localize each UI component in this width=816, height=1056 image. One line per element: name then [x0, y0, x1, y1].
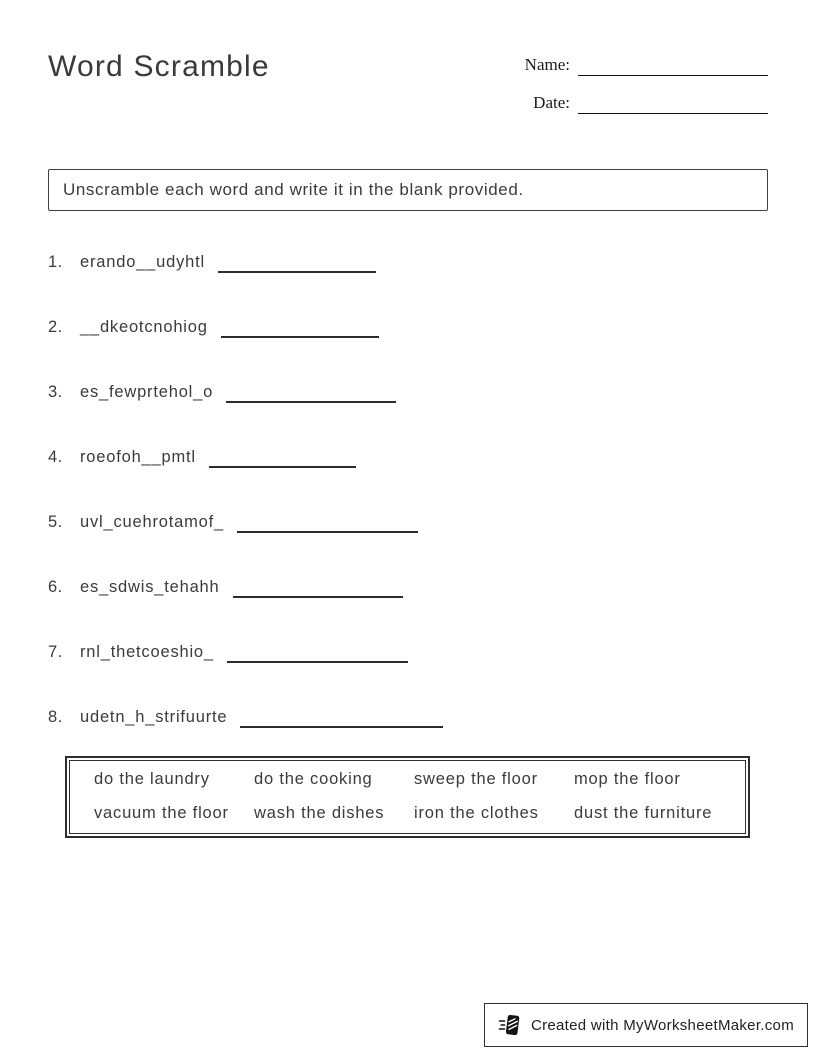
word-bank-grid: [69, 760, 746, 834]
item-number: 5.: [48, 513, 63, 531]
answer-blank-line[interactable]: [221, 320, 379, 338]
answer-blank-line[interactable]: [240, 710, 443, 728]
instructions-box: [48, 169, 768, 211]
date-row: [525, 90, 768, 114]
answer-blank-line[interactable]: [226, 385, 396, 403]
answer-blank-line[interactable]: [209, 450, 356, 468]
item-number: 1.: [48, 253, 63, 271]
list-item: [48, 379, 443, 404]
item-number: 2.: [48, 318, 63, 336]
list-item: [48, 704, 443, 729]
date-blank-line[interactable]: [578, 93, 768, 114]
item-number: 7.: [48, 643, 63, 661]
page-title: Word Scramble: [48, 50, 270, 83]
list-item: [48, 509, 443, 534]
word-bank-phrase: do the cooking: [254, 770, 373, 788]
instructions-text: Unscramble each word and write it in the blank provided.: [63, 180, 524, 199]
scrambled-word: rnl_thetcoeshio_: [80, 643, 214, 661]
name-date-block: [525, 52, 768, 128]
word-bank-phrase: dust the furniture: [574, 804, 713, 822]
name-label: Name:: [524, 55, 570, 74]
answer-blank-line[interactable]: [233, 580, 403, 598]
word-bank-phrase: sweep the floor: [414, 770, 538, 788]
word-bank-phrase: do the laundry: [94, 770, 210, 788]
item-number: 3.: [48, 383, 63, 401]
list-item: [48, 574, 443, 599]
answer-blank-line[interactable]: [218, 255, 376, 273]
word-bank-phrase: mop the floor: [574, 770, 681, 788]
item-number: 6.: [48, 578, 63, 596]
date-label: Date:: [533, 93, 570, 112]
scramble-list: [48, 249, 443, 769]
item-number: 8.: [48, 708, 63, 726]
name-row: [525, 52, 768, 76]
list-item: [48, 444, 443, 469]
scrambled-word: es_fewprtehol_o: [80, 383, 214, 401]
word-bank-box: [65, 756, 750, 838]
worksheet-maker-logo-icon: [498, 1013, 522, 1037]
scrambled-word: __dkeotcnohiog: [80, 318, 208, 336]
scrambled-word: erando__udyhtl: [80, 253, 205, 271]
answer-blank-line[interactable]: [227, 645, 408, 663]
credit-text: Created with MyWorksheetMaker.com: [530, 1016, 794, 1034]
list-item: [48, 639, 443, 664]
answer-blank-line[interactable]: [237, 515, 418, 533]
credit-box: [484, 1003, 808, 1047]
list-item: [48, 249, 443, 274]
scrambled-word: udetn_h_strifuurte: [80, 708, 228, 726]
list-item: [48, 314, 443, 339]
item-number: 4.: [48, 448, 63, 466]
scrambled-word: uvl_cuehrotamof_: [80, 513, 224, 531]
word-bank-phrase: vacuum the floor: [94, 804, 229, 822]
word-bank-phrase: iron the clothes: [414, 804, 539, 822]
scrambled-word: roeofoh__pmtl: [80, 448, 196, 466]
name-blank-line[interactable]: [578, 55, 768, 76]
scrambled-word: es_sdwis_tehahh: [80, 578, 220, 596]
word-bank-phrase: wash the dishes: [254, 804, 385, 822]
